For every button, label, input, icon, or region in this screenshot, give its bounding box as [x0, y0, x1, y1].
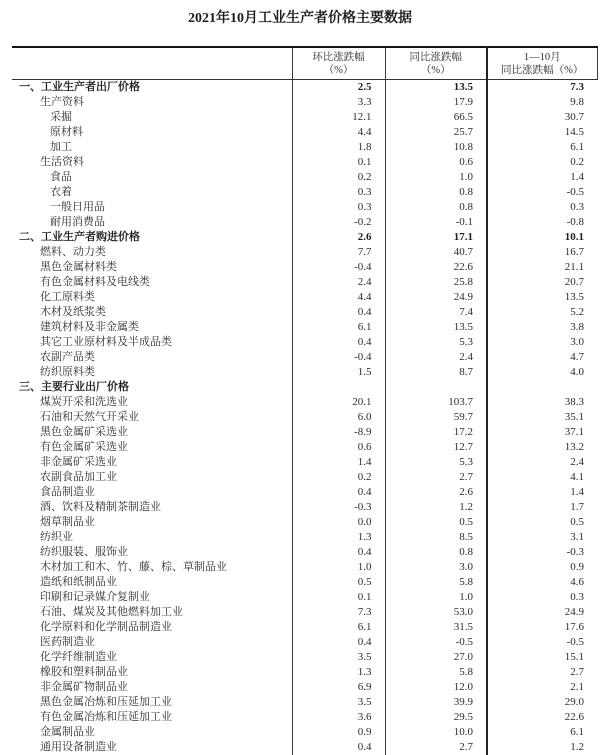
row-value-mom: 4.4	[292, 290, 385, 305]
row-value-yoy: 5.8	[385, 575, 487, 590]
row-value-ytd: -0.5	[487, 185, 597, 200]
row-label: 建筑材料及非金属类	[12, 320, 292, 335]
row-value-mom: 6.1	[292, 620, 385, 635]
row-label: 一、工业生产者出厂价格	[12, 80, 292, 96]
header-ytd-change	[487, 47, 597, 80]
row-label: 食品制造业	[12, 485, 292, 500]
row-value-yoy: 17.9	[385, 95, 487, 110]
row-label: 酒、饮料及精制茶制造业	[12, 500, 292, 515]
table-row	[12, 500, 597, 515]
table-row	[12, 710, 597, 725]
row-value-mom	[292, 380, 385, 395]
row-value-ytd: 6.1	[487, 725, 597, 740]
row-value-mom: 6.1	[292, 320, 385, 335]
row-value-yoy: -0.1	[385, 215, 487, 230]
row-value-yoy: 12.7	[385, 440, 487, 455]
row-value-ytd: 35.1	[487, 410, 597, 425]
row-value-yoy: 5.3	[385, 335, 487, 350]
row-value-ytd: 4.0	[487, 365, 597, 380]
row-value-yoy: 0.5	[385, 515, 487, 530]
row-value-mom: 0.1	[292, 155, 385, 170]
row-label: 黑色金属冶炼和压延加工业	[12, 695, 292, 710]
row-value-yoy: 1.0	[385, 170, 487, 185]
row-value-yoy: 22.6	[385, 260, 487, 275]
row-value-yoy: 2.7	[385, 470, 487, 485]
row-value-ytd: 1.4	[487, 170, 597, 185]
table-row	[12, 605, 597, 620]
row-label: 石油和天然气开采业	[12, 410, 292, 425]
table-row	[12, 335, 597, 350]
table-row	[12, 590, 597, 605]
row-value-ytd: 22.6	[487, 710, 597, 725]
header-ytd-line1: 1—10月	[488, 51, 597, 64]
row-value-ytd: 0.3	[487, 200, 597, 215]
table-row	[12, 695, 597, 710]
row-value-ytd: 1.7	[487, 500, 597, 515]
row-value-yoy: 31.5	[385, 620, 487, 635]
table-row	[12, 260, 597, 275]
row-label: 三、主要行业出厂价格	[12, 380, 292, 395]
row-value-mom: 3.6	[292, 710, 385, 725]
row-value-ytd: 17.6	[487, 620, 597, 635]
table-row	[12, 185, 597, 200]
row-value-ytd: 5.2	[487, 305, 597, 320]
row-value-yoy: -0.5	[385, 635, 487, 650]
table-row	[12, 365, 597, 380]
row-value-yoy: 27.0	[385, 650, 487, 665]
row-label: 采掘	[12, 110, 292, 125]
header-mom-line2: （%）	[293, 64, 385, 77]
row-label: 一般日用品	[12, 200, 292, 215]
table-row	[12, 155, 597, 170]
table-row	[12, 635, 597, 650]
row-value-ytd: 3.8	[487, 320, 597, 335]
header-yoy-line2: （%）	[386, 64, 487, 77]
row-value-yoy: 25.7	[385, 125, 487, 140]
header-ytd-line2: 同比涨跌幅（%）	[488, 64, 597, 77]
row-label: 木材加工和木、竹、藤、棕、草制品业	[12, 560, 292, 575]
row-value-mom: -0.3	[292, 500, 385, 515]
row-value-yoy: 3.0	[385, 560, 487, 575]
header-yoy-line1: 同比涨跌幅	[386, 51, 487, 64]
row-value-ytd: 2.7	[487, 665, 597, 680]
row-value-ytd: 13.5	[487, 290, 597, 305]
table-row	[12, 485, 597, 500]
row-label: 橡胶和塑料制品业	[12, 665, 292, 680]
row-value-yoy: 5.3	[385, 455, 487, 470]
row-value-ytd: 13.2	[487, 440, 597, 455]
row-value-yoy: 13.5	[385, 80, 487, 96]
table-row	[12, 470, 597, 485]
row-value-yoy: 17.2	[385, 425, 487, 440]
row-value-yoy: 10.0	[385, 725, 487, 740]
page-title: 2021年10月工业生产者价格主要数据	[0, 0, 600, 27]
row-value-mom: 0.0	[292, 515, 385, 530]
table-row	[12, 530, 597, 545]
row-value-mom: 1.0	[292, 560, 385, 575]
row-value-mom: 1.8	[292, 140, 385, 155]
row-value-ytd: 0.2	[487, 155, 597, 170]
header-mom-change	[292, 47, 385, 80]
table-row	[12, 350, 597, 365]
row-value-yoy: 39.9	[385, 695, 487, 710]
row-value-yoy: 2.4	[385, 350, 487, 365]
row-value-yoy: 0.8	[385, 545, 487, 560]
row-label: 生产资料	[12, 95, 292, 110]
row-label: 纺织原料类	[12, 365, 292, 380]
row-value-ytd: 21.1	[487, 260, 597, 275]
row-value-ytd: -0.5	[487, 635, 597, 650]
table-row	[12, 110, 597, 125]
row-value-mom: -0.4	[292, 260, 385, 275]
row-value-mom: 6.0	[292, 410, 385, 425]
row-value-ytd: 10.1	[487, 230, 597, 245]
row-value-mom: 1.4	[292, 455, 385, 470]
row-label: 化工原料类	[12, 290, 292, 305]
row-value-ytd: 1.4	[487, 485, 597, 500]
row-value-mom: 0.4	[292, 335, 385, 350]
row-label: 印刷和记录媒介复制业	[12, 590, 292, 605]
row-value-ytd: 16.7	[487, 245, 597, 260]
table-row	[12, 95, 597, 110]
row-value-ytd: 0.9	[487, 560, 597, 575]
table-body	[12, 80, 597, 755]
row-label: 造纸和纸制品业	[12, 575, 292, 590]
row-value-yoy: 24.9	[385, 290, 487, 305]
row-label: 耐用消费品	[12, 215, 292, 230]
table-row	[12, 455, 597, 470]
row-label: 医药制造业	[12, 635, 292, 650]
row-label: 煤炭开采和洗选业	[12, 395, 292, 410]
row-label: 有色金属矿采选业	[12, 440, 292, 455]
table-row	[12, 680, 597, 695]
row-label: 木材及纸浆类	[12, 305, 292, 320]
row-value-yoy: 8.5	[385, 530, 487, 545]
row-value-ytd: 1.2	[487, 740, 597, 755]
row-value-mom: 2.4	[292, 275, 385, 290]
row-value-ytd: 38.3	[487, 395, 597, 410]
header-mom-line1: 环比涨跌幅	[293, 51, 385, 64]
row-value-mom: 0.4	[292, 740, 385, 755]
row-value-yoy: 40.7	[385, 245, 487, 260]
row-value-ytd: 4.7	[487, 350, 597, 365]
table-row	[12, 125, 597, 140]
table-row	[12, 665, 597, 680]
row-value-mom: 0.4	[292, 485, 385, 500]
row-value-yoy: 103.7	[385, 395, 487, 410]
row-value-mom: 12.1	[292, 110, 385, 125]
row-value-mom: 0.3	[292, 185, 385, 200]
row-value-ytd: 29.0	[487, 695, 597, 710]
row-value-ytd: 0.5	[487, 515, 597, 530]
row-value-mom: 4.4	[292, 125, 385, 140]
table-row	[12, 725, 597, 740]
table-row	[12, 170, 597, 185]
row-value-ytd: 4.6	[487, 575, 597, 590]
row-value-yoy: 7.4	[385, 305, 487, 320]
row-value-ytd: 4.1	[487, 470, 597, 485]
table-header-row	[12, 47, 597, 80]
row-value-yoy: 59.7	[385, 410, 487, 425]
row-value-ytd: 6.1	[487, 140, 597, 155]
row-label: 非金属矿物制品业	[12, 680, 292, 695]
row-label: 农副食品加工业	[12, 470, 292, 485]
row-value-yoy: 0.8	[385, 185, 487, 200]
row-label: 纺织业	[12, 530, 292, 545]
table-row	[12, 440, 597, 455]
row-label: 金属制品业	[12, 725, 292, 740]
header-yoy-change	[385, 47, 487, 80]
row-value-mom: 2.6	[292, 230, 385, 245]
row-value-mom: 20.1	[292, 395, 385, 410]
row-label: 生活资料	[12, 155, 292, 170]
table-row	[12, 275, 597, 290]
table-row	[12, 290, 597, 305]
row-label: 有色金属冶炼和压延加工业	[12, 710, 292, 725]
row-value-ytd: 37.1	[487, 425, 597, 440]
row-value-yoy: 12.0	[385, 680, 487, 695]
row-value-yoy: 2.6	[385, 485, 487, 500]
row-value-mom: 3.5	[292, 650, 385, 665]
row-label: 燃料、动力类	[12, 245, 292, 260]
row-value-ytd: 2.4	[487, 455, 597, 470]
row-value-mom: 1.5	[292, 365, 385, 380]
row-value-ytd: 3.1	[487, 530, 597, 545]
ppi-data-table	[12, 46, 598, 755]
row-value-ytd: 20.7	[487, 275, 597, 290]
row-value-mom: -8.9	[292, 425, 385, 440]
row-value-yoy: 13.5	[385, 320, 487, 335]
row-value-yoy: 1.2	[385, 500, 487, 515]
row-value-ytd: 14.5	[487, 125, 597, 140]
row-value-yoy: 1.0	[385, 590, 487, 605]
row-value-yoy: 25.8	[385, 275, 487, 290]
row-value-mom: 6.9	[292, 680, 385, 695]
row-value-ytd: 3.0	[487, 335, 597, 350]
row-value-yoy: 5.8	[385, 665, 487, 680]
row-label: 化学纤维制造业	[12, 650, 292, 665]
row-value-ytd: 24.9	[487, 605, 597, 620]
row-label: 加工	[12, 140, 292, 155]
row-value-yoy: 66.5	[385, 110, 487, 125]
row-value-mom: 2.5	[292, 80, 385, 96]
table-row	[12, 620, 597, 635]
table-row	[12, 395, 597, 410]
row-label: 烟草制品业	[12, 515, 292, 530]
row-value-ytd: -0.8	[487, 215, 597, 230]
row-value-mom: 3.5	[292, 695, 385, 710]
table-row	[12, 80, 597, 96]
row-value-mom: 0.4	[292, 635, 385, 650]
row-label: 非金属矿采选业	[12, 455, 292, 470]
table-row	[12, 650, 597, 665]
row-value-ytd: 9.8	[487, 95, 597, 110]
row-value-ytd: 7.3	[487, 80, 597, 96]
table-row	[12, 230, 597, 245]
row-value-mom: 0.4	[292, 545, 385, 560]
row-value-ytd: -0.3	[487, 545, 597, 560]
row-label: 石油、煤炭及其他燃料加工业	[12, 605, 292, 620]
row-label: 黑色金属材料类	[12, 260, 292, 275]
row-value-yoy: 53.0	[385, 605, 487, 620]
row-label: 有色金属材料及电线类	[12, 275, 292, 290]
table-row	[12, 410, 597, 425]
row-value-mom: -0.4	[292, 350, 385, 365]
row-value-mom: 0.2	[292, 170, 385, 185]
row-label: 原材料	[12, 125, 292, 140]
table-row	[12, 515, 597, 530]
row-value-mom: 0.9	[292, 725, 385, 740]
row-value-yoy: 0.8	[385, 200, 487, 215]
row-value-mom: 7.3	[292, 605, 385, 620]
row-value-yoy	[385, 380, 487, 395]
row-value-mom: 0.5	[292, 575, 385, 590]
row-value-mom: -0.2	[292, 215, 385, 230]
row-value-mom: 3.3	[292, 95, 385, 110]
row-label: 化学原料和化学制品制造业	[12, 620, 292, 635]
table-row	[12, 740, 597, 755]
row-label: 衣着	[12, 185, 292, 200]
row-value-mom: 0.4	[292, 305, 385, 320]
table-row	[12, 425, 597, 440]
row-value-yoy: 2.7	[385, 740, 487, 755]
row-value-mom: 1.3	[292, 530, 385, 545]
row-value-yoy: 10.8	[385, 140, 487, 155]
table-row	[12, 245, 597, 260]
row-label: 纺织服装、服饰业	[12, 545, 292, 560]
row-value-mom: 0.3	[292, 200, 385, 215]
row-label: 黑色金属矿采选业	[12, 425, 292, 440]
row-value-ytd: 15.1	[487, 650, 597, 665]
table-row	[12, 320, 597, 335]
row-label: 二、工业生产者购进价格	[12, 230, 292, 245]
row-value-mom: 1.3	[292, 665, 385, 680]
header-indicator-column	[12, 47, 292, 80]
row-value-yoy: 8.7	[385, 365, 487, 380]
row-value-ytd: 0.3	[487, 590, 597, 605]
row-value-mom: 0.1	[292, 590, 385, 605]
row-value-mom: 0.2	[292, 470, 385, 485]
table-row	[12, 305, 597, 320]
row-label: 农副产品类	[12, 350, 292, 365]
row-label: 食品	[12, 170, 292, 185]
table-row	[12, 215, 597, 230]
table-row	[12, 575, 597, 590]
row-value-yoy: 0.6	[385, 155, 487, 170]
table-row	[12, 560, 597, 575]
row-value-mom: 0.6	[292, 440, 385, 455]
row-value-ytd	[487, 380, 597, 395]
row-value-yoy: 29.5	[385, 710, 487, 725]
table-row	[12, 200, 597, 215]
row-value-ytd: 2.1	[487, 680, 597, 695]
row-value-yoy: 17.1	[385, 230, 487, 245]
table-row	[12, 545, 597, 560]
table-row	[12, 380, 597, 395]
row-label: 其它工业原材料及半成品类	[12, 335, 292, 350]
row-value-mom: 7.7	[292, 245, 385, 260]
table-row	[12, 140, 597, 155]
row-value-ytd: 30.7	[487, 110, 597, 125]
row-label: 通用设备制造业	[12, 740, 292, 755]
